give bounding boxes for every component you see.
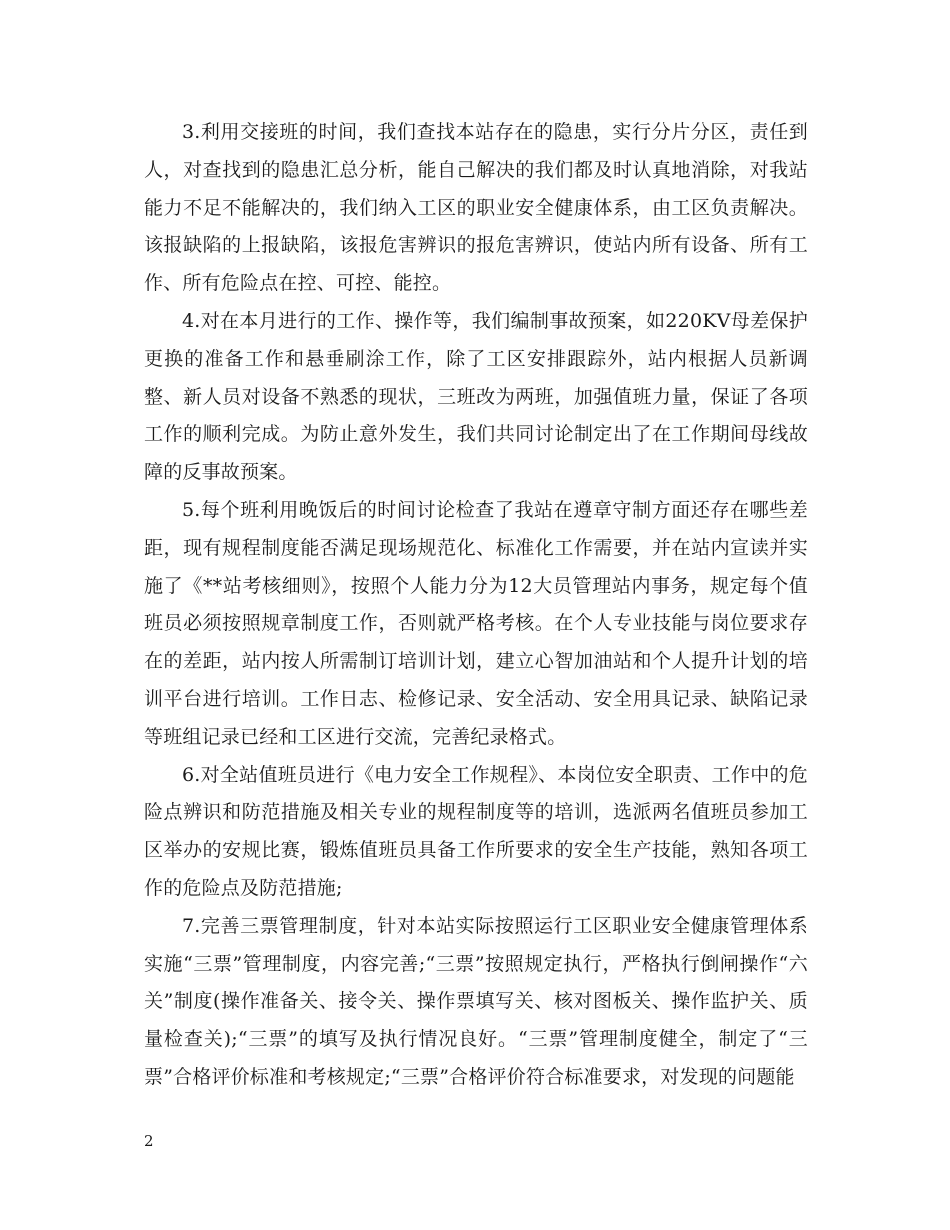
paragraph-7: 7.完善三票管理制度，针对本站实际按照运行工区职业安全健康管理体系实施“三票”管理制度，内容完善;“三票”按照规定执行，严格执行倒闸操作“六关”制度(操作准备关、接令关、操作票填写关、核对图板关、操作监护关、质量检查关);“三票”的填写及执行情况良好。“三票”管理制度健全，制定了“三票”合格评价标准和考核规定;“三票”合格评价符合标准要求，对发现的问题能: [144, 914, 808, 1088]
paragraph-5: 5.每个班利用晚饭后的时间讨论检查了我站在遵章守制方面还存在哪些差距，现有规程制度能否满足现场规范化、标准化工作需要，并在站内宣读并实施了《**站考核细则》，按照个人能力分为12大员管理站内事务，规定每个值班员必须按照规章制度工作，否则就严格考核。在个人专业技能与岗位要求存在的差距，站内按人所需制订培训计划，建立心智加油站和个人提升计划的培训平台进行培训。工作日志、检修记录、安全活动、安全用具记录、缺陷记录等班组记录已经和工区进行交流，完善纪录格式。: [144, 498, 808, 748]
document-body: [144, 114, 808, 1097]
paragraph-6: 6.对全站值班员进行《电力安全工作规程》、本岗位安全职责、工作中的危险点辨识和防范措施及相关专业的规程制度等的培训，选派两名值班员参加工区举办的安规比赛，锻炼值班员具备工作所要求的安全生产技能，熟知各项工作的危险点及防范措施;: [144, 763, 808, 899]
page-number: 2: [144, 1132, 154, 1150]
paragraph-3: 3.利用交接班的时间，我们查找本站存在的隐患，实行分片分区，责任到人，对查找到的隐患汇总分析，能自己解决的我们都及时认真地消除，对我站能力不足不能解决的，我们纳入工区的职业安全健康体系，由工区负责解决。该报缺陷的上报缺陷，该报危害辨识的报危害辨识，使站内所有设备、所有工作、所有危险点在控、可控、能控。: [144, 121, 808, 295]
paragraph-4: 4.对在本月进行的工作、操作等，我们编制事故预案，如220KV母差保护更换的准备工作和悬垂刷涂工作，除了工区安排跟踪外，站内根据人员新调整、新人员对设备不熟悉的现状，三班改为两班，加强值班力量，保证了各项工作的顺利完成。为防止意外发生，我们共同讨论制定出了在工作期间母线故障的反事故预案。: [144, 309, 808, 484]
